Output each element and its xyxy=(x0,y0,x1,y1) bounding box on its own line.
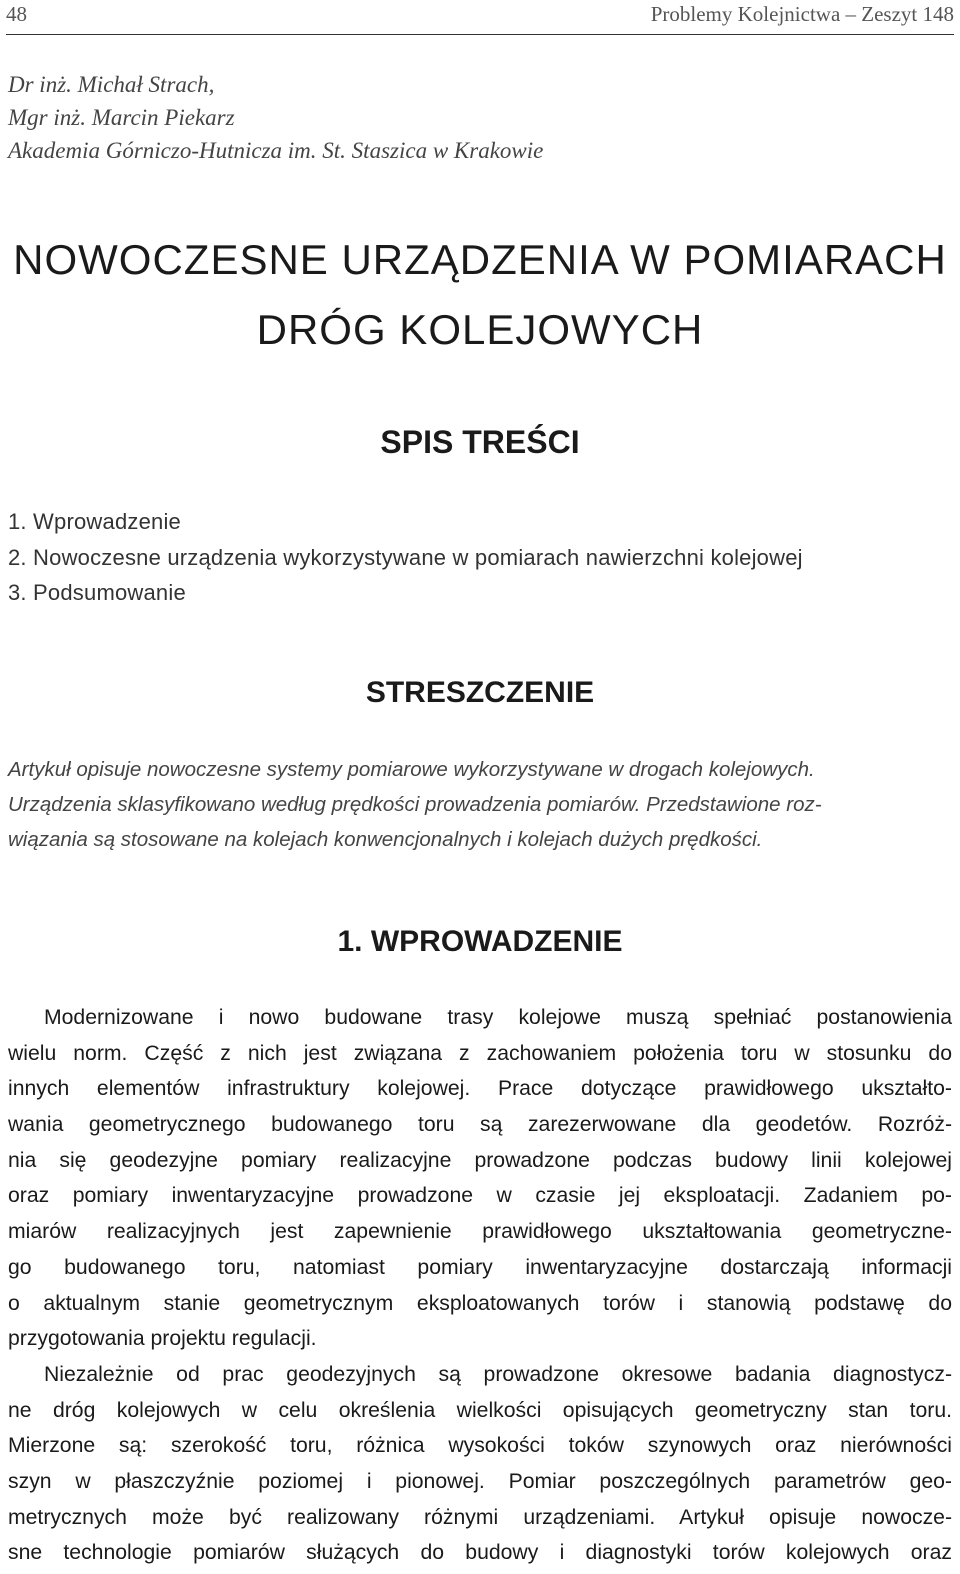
abstract-line: Urządzenia sklasyfikowano według prędkości prowadzenia pomiarów. Przedstawione roz- xyxy=(8,793,822,816)
body-line: wania geometrycznego budowanego toru są zarezerwowane dla geodetów. Rozróż- xyxy=(8,1113,952,1137)
body-line: oraz pomiary inwentaryzacyjne prowadzone w czasie jej eksploatacji. Zadaniem po- xyxy=(8,1184,952,1208)
abstract-line: Artykuł opisuje nowoczesne systemy pomiarowe wykorzystywane w drogach kolejowych. xyxy=(8,758,815,781)
body-line: wielu norm. Część z nich jest związana z zachowaniem położenia toru w stosunku do xyxy=(8,1041,952,1065)
intro-heading: 1. WPROWADZENIE xyxy=(337,925,623,958)
affiliation: Akademia Górniczo-Hutnicza im. St. Staszica w Krakowie xyxy=(8,138,544,163)
abstract-line: wiązania są stosowane na kolejach konwencjonalnych i kolejach dużych prędkości. xyxy=(8,828,763,851)
body-line: nia się geodezyjne pomiary realizacyjne prowadzone podczas budowy linii kolejowej xyxy=(8,1148,952,1172)
body-line: go budowanego toru, natomiast pomiary inwentaryzacyjne dostarczają informacji xyxy=(8,1255,952,1279)
running-header xyxy=(6,0,954,35)
author-1: Dr inż. Michał Strach, xyxy=(8,72,215,97)
abstract-text xyxy=(8,752,952,857)
body-line: ne dróg kolejowych w celu określenia wielkości opisujących geometryczny stan toru. xyxy=(8,1398,952,1422)
toc-item: 1. Wprowadzenie xyxy=(8,509,181,534)
intro-body xyxy=(8,1000,952,1571)
table-of-contents xyxy=(8,504,803,611)
abstract-heading: STRESZCZENIE xyxy=(365,676,595,709)
author-block xyxy=(8,68,543,167)
toc-item: 2. Nowoczesne urządzenia wykorzystywane w pomiarach nawierzchni kolejowej xyxy=(8,544,803,570)
author-2: Mgr inż. Marcin Piekarz xyxy=(8,105,235,130)
body-line: Niezależnie od prac geodezyjnych są prowadzone okresowe badania diagnostycz- xyxy=(44,1362,952,1386)
body-line: o aktualnym stanie geometrycznym eksploatowanych torów i stanowią podstawę do xyxy=(8,1291,952,1315)
body-line: innych elementów infrastruktury kolejowej. Prace dotyczące prawidłowego ukształto- xyxy=(8,1077,952,1101)
body-line: Mierzone są: szerokość toru, różnica wysokości toków szynowych oraz nierówności xyxy=(8,1434,952,1458)
body-line: przygotowania projektu regulacji. xyxy=(8,1327,317,1351)
journal-name: Problemy Kolejnictwa – Zeszyt 148 xyxy=(650,2,954,26)
toc-heading: SPIS TREŚCI xyxy=(380,424,580,460)
body-line: szyn w płaszczyźnie poziomej i pionowej. Pomiar poszczególnych parametrów geo- xyxy=(8,1469,952,1493)
body-line: sne technologie pomiarów służących do budowy i diagnostyki torów kolejowych oraz xyxy=(8,1541,952,1565)
title-line-2: DRÓG KOLEJOWYCH xyxy=(256,306,704,353)
toc-item: 3. Podsumowanie xyxy=(8,580,186,605)
page-number: 48 xyxy=(6,2,27,26)
body-line: metrycznych może być realizowany różnymi urządzeniami. Artykuł opisuje nowocze- xyxy=(8,1505,952,1529)
title-line-1: NOWOCZESNE URZĄDZENIA W POMIARACH xyxy=(13,236,947,283)
body-line: miarów realizacyjnych jest zapewnienie prawidłowego ukształtowania geometryczne- xyxy=(8,1220,952,1244)
body-line: Modernizowane i nowo budowane trasy kolejowe muszą spełniać postanowienia xyxy=(44,1006,952,1029)
